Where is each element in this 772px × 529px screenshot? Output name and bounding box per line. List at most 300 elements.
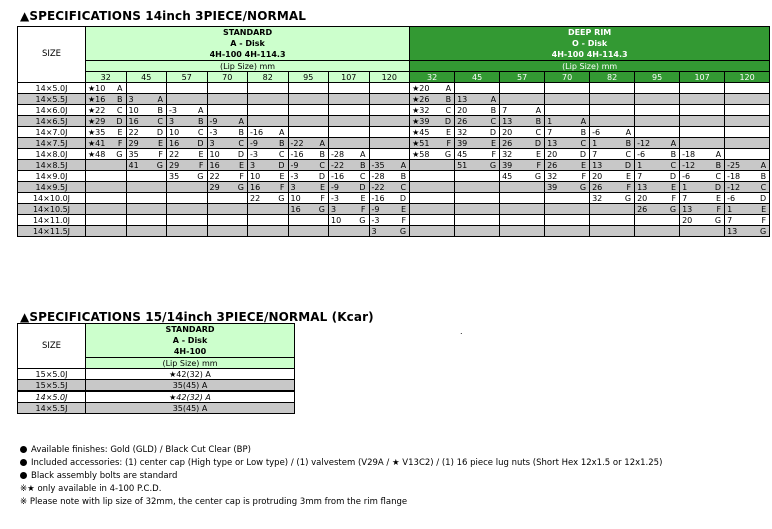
offset-code: G [624,193,632,203]
standard-offset-cell [288,94,329,105]
standard-offset-cell [207,160,248,171]
offset-code: F [117,138,123,148]
offset-code: G [116,149,123,159]
offset-value: 7 [727,215,733,225]
standard-offset-cell [86,94,127,105]
offset-code: B [400,171,407,181]
offset-value: -3 [209,127,218,137]
standard-offset-cell [126,171,167,182]
offset-code: B [117,94,123,104]
deep-offset-cell [455,215,500,226]
offset-code: E [319,182,325,192]
standard-offset-cell [86,160,127,171]
standard-disk: A - Disk [230,39,265,48]
offset-code: A [490,94,497,104]
standard-offset-cell [86,171,127,182]
offset-code: G [278,193,285,203]
deep-offset-cell [680,193,725,204]
deep-offset-cell [545,226,590,237]
standard-offset-cell [369,215,410,226]
standard-offset-cell [329,83,370,94]
deep-offset-cell [500,226,545,237]
standard-offset-cell [288,204,329,215]
standard-offset-cell [126,226,167,237]
offset-value: 35 [169,171,180,181]
standard-offset-cell [329,160,370,171]
standard-col-header: 82 [248,72,289,83]
offset-code: C [760,182,767,192]
deep-offset-cell [725,215,770,226]
offset-code: C [278,149,285,159]
standard-offset-cell [126,94,167,105]
deep-rim-disk: O - Disk [572,39,608,48]
offset-code: F [761,215,767,225]
standard-offset-cell [126,160,167,171]
offset-code: D [714,182,722,192]
offset-value: -22 [290,138,304,148]
note-bolts: Black assembly bolts are standard [20,470,662,483]
standard-offset-cell [288,149,329,160]
offset-value: -6 [592,127,601,137]
deep-offset-cell [725,127,770,138]
offset-value: -3 [169,105,177,115]
offset-code: D [318,171,325,181]
offset-code: G [759,226,767,236]
offset-value: 1 [727,204,733,214]
offset-value: -3 [331,193,339,203]
deep-offset-cell [500,149,545,160]
offset-code: A [279,127,285,137]
deep-col-header: 107 [680,72,725,83]
deep-offset-cell [680,182,725,193]
deep-offset-cell [635,116,680,127]
offset-code: A [670,138,677,148]
offset-code: C [400,182,407,192]
standard-offset-cell [329,105,370,116]
deep-offset-cell [410,149,455,160]
table-row [18,182,770,193]
standard-offset-cell [288,215,329,226]
offset-value: ★45 [412,127,430,137]
deep-offset-cell [545,105,590,116]
deep-offset-cell [725,204,770,215]
offset-value: 3 [128,94,134,104]
offset-value: 39 [547,182,558,192]
standard-offset-cell [126,127,167,138]
deep-offset-cell [410,204,455,215]
standard-offset-cell [126,138,167,149]
standard-offset-cell [86,193,127,204]
standard-offset-cell [167,83,208,94]
offset-code: D [444,116,452,126]
deep-offset-cell [680,83,725,94]
deep-offset-cell [590,204,635,215]
standard-offset-cell [329,182,370,193]
standard-offset-cell [86,215,127,226]
offset-value: 29 [209,182,220,192]
offset-code: D [359,182,366,192]
deep-offset-cell [500,215,545,226]
offset-value: 10 [128,105,139,115]
offset-code: B [445,94,452,104]
standard-offset-cell [248,138,289,149]
offset-code: C [319,160,325,170]
offset-value: -18 [682,149,696,159]
deep-offset-cell [455,171,500,182]
deep-offset-cell [500,138,545,149]
offset-cell: ★42(32) A [86,391,295,403]
offset-value: ★58 [412,149,430,159]
deep-offset-cell [500,105,545,116]
offset-value: 32 [502,149,513,159]
standard-offset-cell [288,193,329,204]
offset-value: -28 [331,149,345,159]
deep-offset-cell [635,226,680,237]
standard-offset-cell [329,215,370,226]
offset-value: -16 [331,171,345,181]
deep-col-header: 32 [410,72,455,83]
deep-offset-cell [410,138,455,149]
offset-value: 29 [169,160,180,170]
spec2-standard-header [86,324,295,358]
offset-code: E [117,127,123,137]
deep-offset-cell [545,171,590,182]
standard-offset-cell [369,226,410,237]
deep-offset-cell [410,160,455,171]
standard-offset-cell [167,215,208,226]
offset-code: C [359,171,366,181]
offset-value: 32 [592,193,603,203]
offset-code: F [446,138,452,148]
deep-offset-cell [680,105,725,116]
standard-offset-cell [86,226,127,237]
offset-value: 13 [502,116,513,126]
offset-code: A [360,149,366,159]
standard-offset-cell [288,105,329,116]
offset-code: D [624,160,632,170]
offset-value: 1 [592,138,598,148]
deep-offset-cell [590,138,635,149]
note-center-cap: ※ Please note with lip size of 32mm, the center cap is protruding 3mm from the rim flange [20,497,408,507]
offset-value: 10 [250,171,261,181]
offset-value: 35 [128,149,139,159]
table-row [18,83,770,94]
offset-code: F [536,160,542,170]
offset-code: G [444,149,452,159]
standard-offset-cell [167,105,208,116]
offset-value: 7 [592,149,598,159]
size-cell: 14×6.0J [18,105,86,116]
standard-offset-cell [167,149,208,160]
deep-col-header: 57 [500,72,545,83]
standard-col-header: 45 [126,72,167,83]
spec2-lip-label: (Lip Size) mm [86,358,295,369]
standard-offset-cell [126,204,167,215]
standard-offset-cell [248,204,289,215]
standard-offset-cell [207,193,248,204]
deep-offset-cell [725,116,770,127]
deep-offset-cell [590,182,635,193]
deep-offset-cell [635,215,680,226]
deep-offset-cell [410,171,455,182]
standard-col-header: 57 [167,72,208,83]
standard-offset-cell [86,149,127,160]
offset-code: A [535,105,542,115]
offset-value: 10 [290,193,301,203]
offset-code: B [535,116,542,126]
standard-offset-cell [207,149,248,160]
spec2-standard-disk: A - Disk [172,336,208,345]
standard-offset-cell [329,171,370,182]
deep-offset-cell [545,204,590,215]
offset-value: 20 [502,127,513,137]
offset-value: -9 [371,204,380,214]
deep-offset-cell [590,116,635,127]
offset-value: ★16 [88,94,106,104]
offset-value: ★41 [88,138,106,148]
spec1-title: ▲SPECIFICATIONS 14inch 3PIECE/NORMAL [20,9,307,23]
size-header: SIZE [18,27,86,83]
offset-value: -6 [637,149,646,159]
offset-code: B [580,127,587,137]
standard-offset-cell [207,138,248,149]
standard-offset-cell [248,226,289,237]
standard-col-header: 107 [329,72,370,83]
offset-value: 45 [502,171,513,181]
deep-offset-cell [455,149,500,160]
size-cell: 14×9.0J [18,171,86,182]
standard-offset-cell [167,182,208,193]
standard-offset-cell [207,105,248,116]
deep-offset-cell [410,193,455,204]
offset-code: F [239,171,244,181]
offset-code: A [715,149,722,159]
offset-code: C [445,105,452,115]
offset-value: ★22 [88,105,106,115]
deep-offset-cell [725,160,770,171]
deep-col-header: 95 [635,72,680,83]
deep-offset-cell [410,226,455,237]
offset-code: A [157,94,163,104]
offset-value: 16 [169,138,180,148]
offset-value: -9 [290,160,299,170]
standard-offset-cell [288,182,329,193]
offset-value: 26 [637,204,648,214]
offset-code: C [625,149,632,159]
standard-offset-cell [207,182,248,193]
deep-offset-cell [455,138,500,149]
offset-value: -16 [290,149,304,159]
table-row [18,380,295,392]
offset-value: -16 [250,127,264,137]
standard-col-header: 70 [207,72,248,83]
offset-value: 3 [209,138,215,148]
offset-value: -22 [371,182,385,192]
offset-value: 16 [250,182,261,192]
standard-offset-cell [207,116,248,127]
offset-value: 7 [637,171,643,181]
deep-offset-cell [680,171,725,182]
deep-offset-cell [680,116,725,127]
deep-offset-cell [635,94,680,105]
size-cell: 14×6.5J [18,116,86,127]
offset-value: 39 [502,160,513,170]
table-row [18,94,770,105]
offset-code: B [490,105,497,115]
standard-offset-cell [288,83,329,94]
offset-code: F [158,149,163,159]
deep-offset-cell [725,226,770,237]
offset-code: D [197,138,204,148]
deep-offset-cell [680,160,725,171]
offset-value: 20 [637,193,648,203]
offset-value: 13 [592,160,603,170]
offset-code: F [401,215,407,225]
standard-offset-cell [248,83,289,94]
standard-offset-cell [248,149,289,160]
offset-value: 3 [371,226,377,236]
deep-offset-cell [635,160,680,171]
deep-offset-cell [500,171,545,182]
deep-offset-cell [500,182,545,193]
offset-code: F [671,193,677,203]
offset-code: C [670,160,677,170]
offset-value: ★32 [412,105,430,115]
spec2-standard-title: STANDARD [165,325,215,334]
offset-code: F [581,171,587,181]
offset-value: 13 [547,138,558,148]
standard-offset-cell [207,83,248,94]
deep-offset-cell [455,94,500,105]
stray-dot: . [460,327,463,336]
offset-value: ★29 [88,116,106,126]
deep-offset-cell [635,193,680,204]
deep-offset-cell [635,171,680,182]
offset-code: G [197,171,204,181]
offset-code: G [399,226,407,236]
deep-offset-cell [545,94,590,105]
deep-rim-pcd: 4H-100 4H-114.3 [551,50,628,59]
deep-offset-cell [590,160,635,171]
size-cell: 14×7.0J [18,127,86,138]
standard-lip-label: (Lip Size) mm [86,61,410,72]
size-cell: 14×5.5J [18,94,86,105]
deep-offset-cell [455,182,500,193]
deep-offset-cell [545,116,590,127]
deep-offset-cell [680,226,725,237]
deep-offset-cell [410,105,455,116]
offset-value: 16 [290,204,301,214]
deep-offset-cell [635,204,680,215]
offset-code: E [446,127,452,137]
deep-offset-cell [545,127,590,138]
deep-offset-cell [455,83,500,94]
deep-offset-cell [725,182,770,193]
offset-value: 1 [637,160,643,170]
table-row [18,105,770,116]
offset-value: -28 [371,171,385,181]
offset-cell: 35(45) A [86,380,295,392]
offset-code: D [116,116,123,126]
offset-value: -9 [250,138,258,148]
standard-offset-cell [207,204,248,215]
offset-value: 26 [457,116,468,126]
standard-offset-cell [369,204,410,215]
deep-offset-cell [545,193,590,204]
offset-code: E [671,182,677,192]
standard-offset-cell [288,226,329,237]
offset-code: E [491,138,497,148]
bullet-icon [20,446,27,453]
offset-value: ★10 [88,83,106,93]
spec2-standard-pcd: 4H-100 [173,347,207,356]
offset-code: D [278,160,285,170]
table-row [18,204,770,215]
offset-value: 10 [331,215,342,225]
standard-offset-cell [167,116,208,127]
table-row [18,391,295,403]
offset-value: 20 [457,105,468,115]
deep-offset-cell [680,215,725,226]
offset-value: 13 [637,182,648,192]
deep-offset-cell [725,83,770,94]
standard-offset-cell [329,204,370,215]
standard-offset-cell [329,193,370,204]
offset-value: 51 [457,160,468,170]
offset-code: A [760,160,767,170]
standard-offset-cell [126,193,167,204]
standard-offset-cell [167,127,208,138]
offset-code: F [279,182,285,192]
offset-code: B [625,138,632,148]
size-cell: 14×7.5J [18,138,86,149]
offset-value: 3 [250,160,256,170]
offset-value: 26 [502,138,513,148]
standard-offset-cell [369,94,410,105]
note-finishes: Available finishes: Gold (GLD) / Black Cut Clear (BP) [20,444,662,457]
offset-code: D [237,149,244,159]
offset-value: 10 [209,149,220,159]
standard-offset-cell [126,116,167,127]
deep-offset-cell [410,83,455,94]
offset-code: D [156,127,163,137]
offset-value: -12 [637,138,651,148]
offset-value: -18 [727,171,741,181]
deep-col-header: 45 [455,72,500,83]
size-cell: 14×10.5J [18,204,86,215]
deep-offset-cell [500,160,545,171]
bullet-icon [20,472,27,479]
deep-offset-cell [455,116,500,127]
offset-value: 26 [547,160,558,170]
standard-header [86,27,410,61]
deep-col-header: 70 [545,72,590,83]
size-cell: 14×5.5J [18,403,86,414]
offset-code: B [238,127,244,137]
offset-code: D [489,127,497,137]
offset-value: 10 [169,127,180,137]
offset-value: 3 [331,204,337,214]
deep-offset-cell [680,127,725,138]
deep-offset-cell [455,193,500,204]
deep-offset-cell [455,127,500,138]
standard-offset-cell [248,127,289,138]
offset-value: ★26 [412,94,430,104]
deep-offset-cell [590,171,635,182]
offset-code: B [279,138,285,148]
standard-offset-cell [167,193,208,204]
offset-value: -3 [290,171,299,181]
